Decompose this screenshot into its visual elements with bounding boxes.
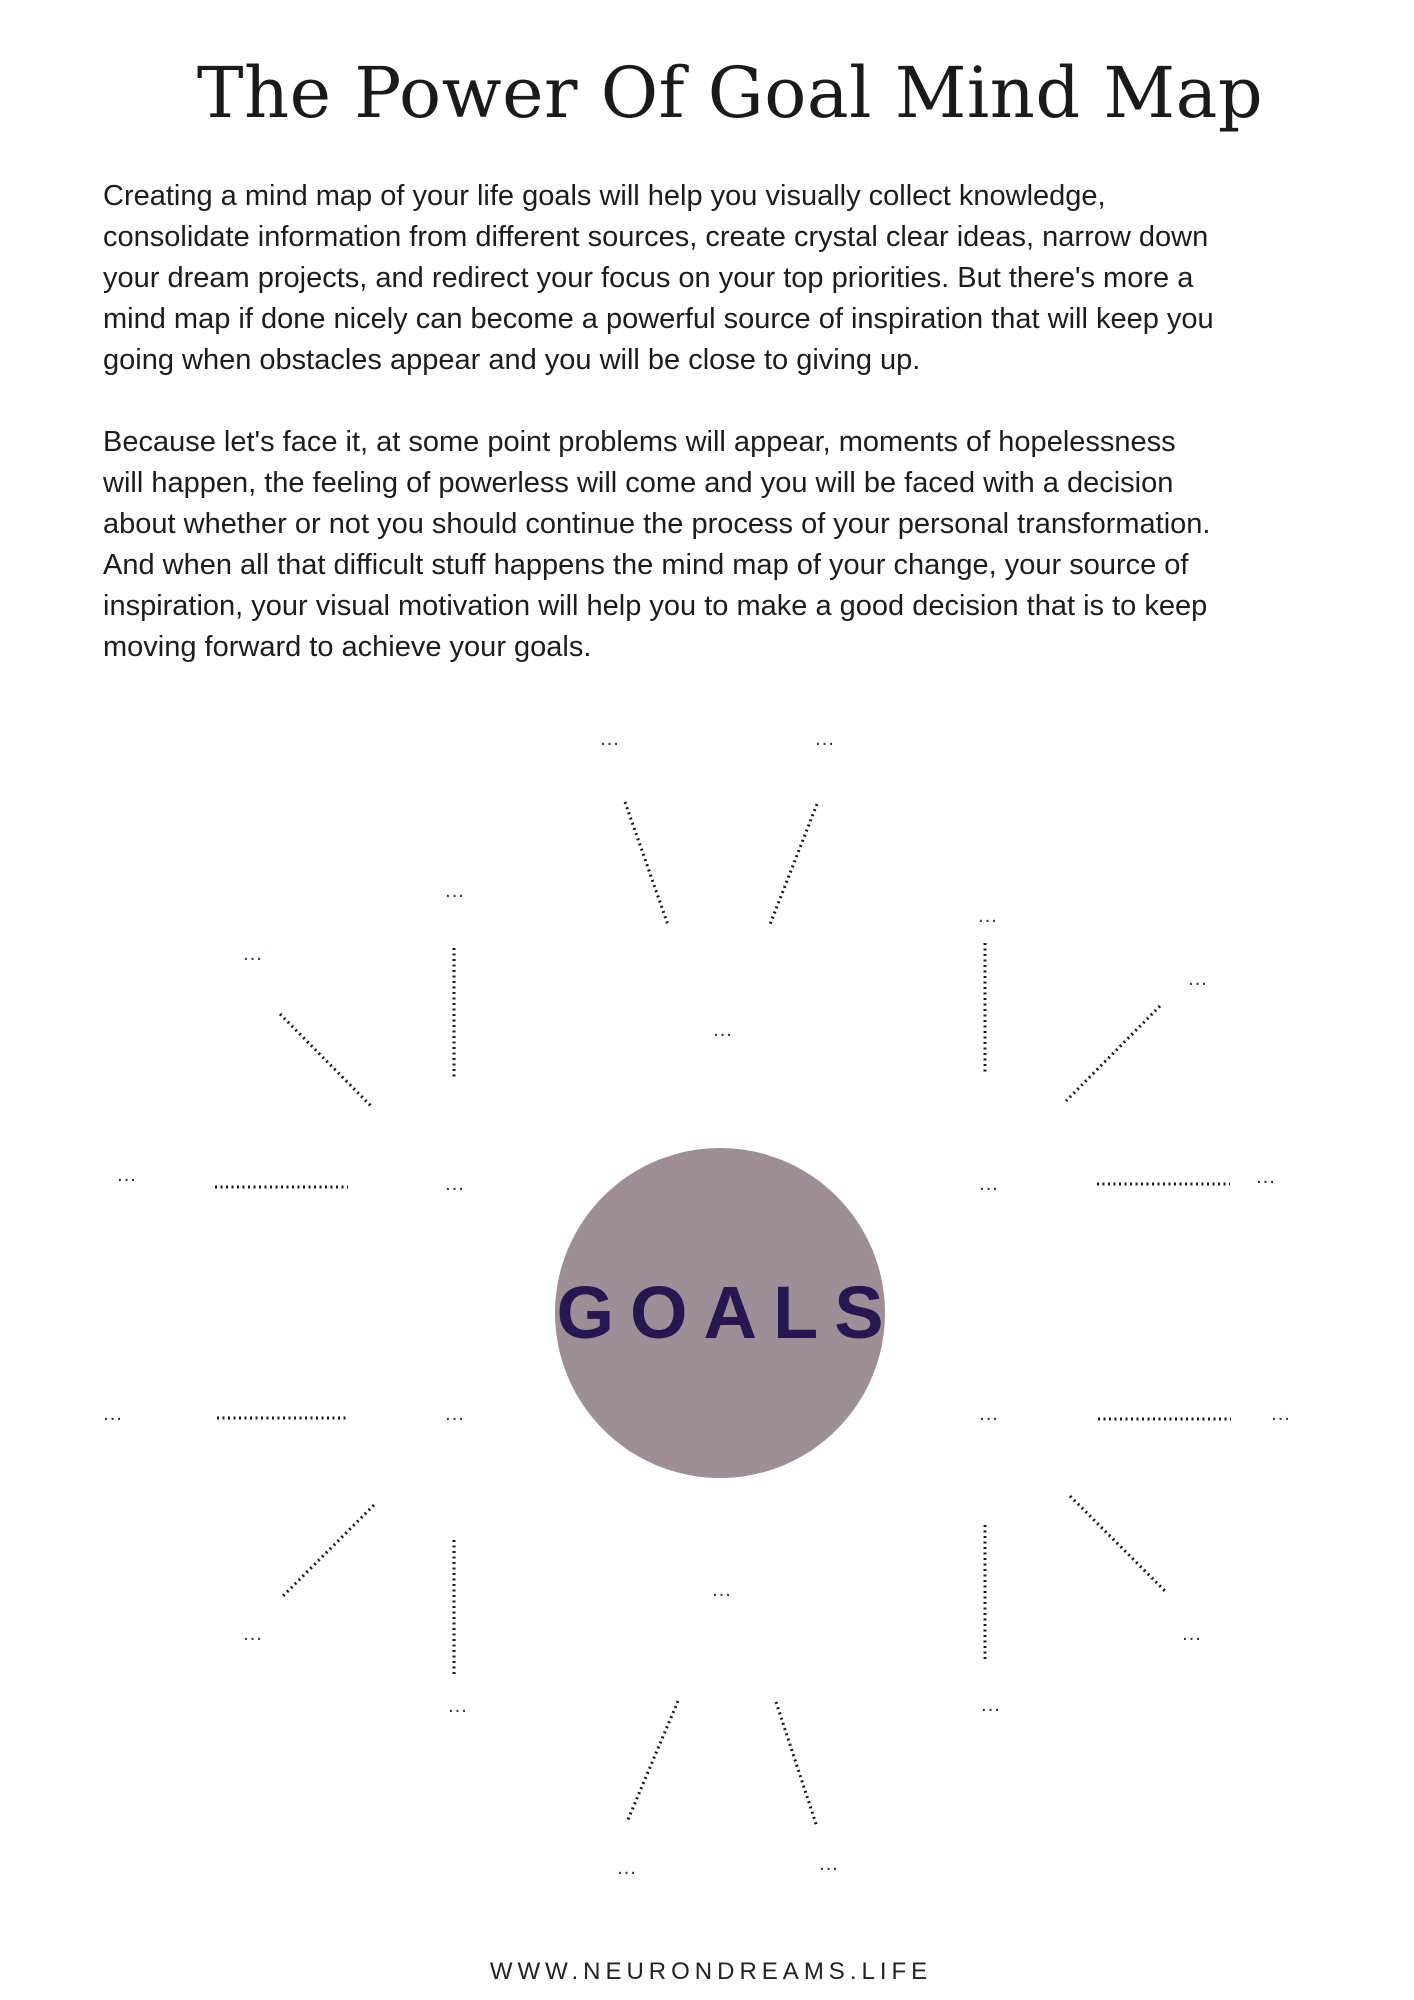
placeholder-node: ... — [1271, 1403, 1291, 1425]
placeholder-node: ... — [979, 1403, 999, 1425]
placeholder-node: ... — [819, 1853, 839, 1875]
connector-line — [282, 1505, 374, 1597]
placeholder-node: ... — [978, 905, 998, 927]
paragraph-line: your dream projects, and redirect your focus on your top priorities. But there's more a — [103, 262, 1194, 294]
paragraph-line: going when obstacles appear and you will be close to giving up. — [103, 344, 921, 376]
connector-line — [1070, 1496, 1165, 1591]
paragraph-line: will happen, the feeling of powerless will come and you will be faced with a decision — [103, 467, 1174, 499]
paragraph-line: mind map if done nicely can become a powerful source of inspiration that will keep you — [103, 303, 1214, 335]
goals-hub-label: GOALS — [556, 1271, 900, 1354]
connector-line — [1066, 1006, 1160, 1101]
placeholder-node: ... — [445, 1173, 465, 1195]
placeholder-node: ... — [617, 1857, 637, 1879]
connector-line — [769, 804, 817, 927]
paragraph-line: consolidate information from different sources, create crystal clear ideas, narrow down — [103, 221, 1209, 253]
placeholder-node: ... — [445, 1403, 465, 1425]
placeholder-node: ... — [979, 1173, 999, 1195]
placeholder-node: ... — [117, 1164, 137, 1186]
paragraph-line: moving forward to achieve your goals. — [103, 631, 592, 663]
placeholder-node: ... — [1182, 1623, 1202, 1645]
placeholder-node: ... — [448, 1695, 468, 1717]
connector-line — [280, 1014, 372, 1107]
paragraph-line: Because let's face it, at some point problems will appear, moments of hopelessness — [103, 426, 1176, 458]
placeholder-node: ... — [981, 1694, 1001, 1716]
paragraph-line: Creating a mind map of your life goals will help you visually collect knowledge, — [103, 180, 1106, 212]
paragraph-line: And when all that difficult stuff happens the mind map of your change, your source of — [103, 549, 1189, 581]
placeholder-node: ... — [1188, 968, 1208, 990]
connector-line — [776, 1702, 817, 1827]
page-title: The Power Of Goal Mind Map — [196, 52, 1264, 134]
placeholder-node: ... — [243, 943, 263, 965]
placeholder-node: ... — [243, 1623, 263, 1645]
paragraph-line: inspiration, your visual motivation will help you to make a good decision that is to keep — [103, 590, 1208, 622]
paragraph-line: about whether or not you should continue the process of your personal transformation. — [103, 508, 1211, 540]
connector-line — [625, 802, 668, 925]
footer-website: WWW.NEURONDREAMS.LIFE — [489, 1958, 933, 1985]
connector-line — [627, 1701, 678, 1822]
placeholder-node: ... — [815, 728, 835, 750]
placeholder-node: ... — [600, 728, 620, 750]
placeholder-node: ... — [713, 1019, 733, 1041]
goals-hub — [555, 1148, 900, 1478]
placeholder-node: ... — [712, 1579, 732, 1601]
placeholder-node: ... — [103, 1403, 123, 1425]
placeholder-node: ... — [445, 880, 465, 902]
placeholder-node: ... — [1256, 1166, 1276, 1188]
